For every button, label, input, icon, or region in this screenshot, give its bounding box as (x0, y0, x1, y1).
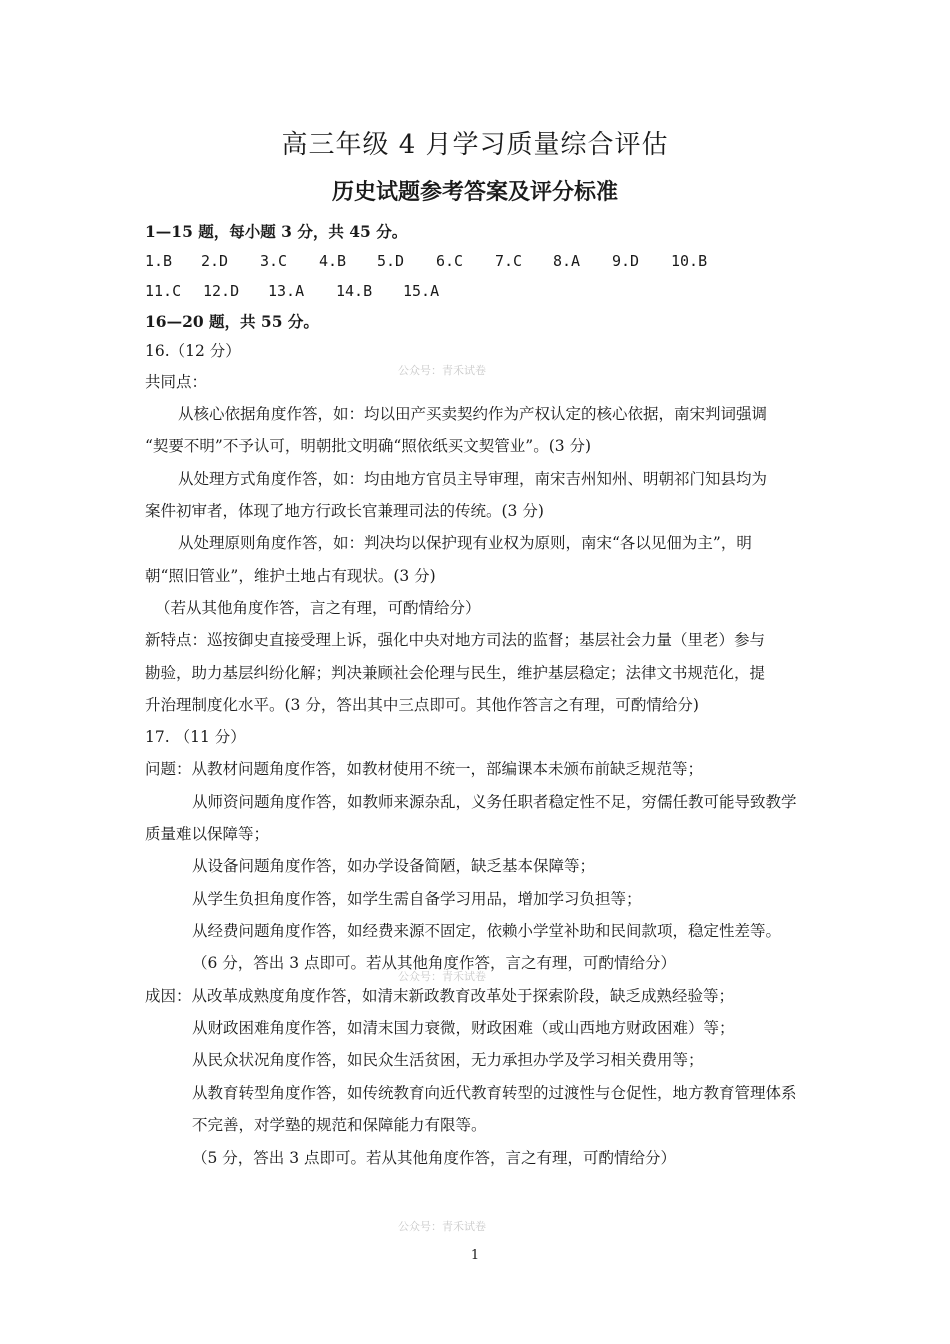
answer-item: 12.D (203, 282, 240, 300)
mc-heading: 1—15 题，每小题 3 分，共 45 分。 (145, 222, 408, 241)
watermark: 公众号：青禾试卷 (398, 364, 486, 377)
watermark: 公众号：青禾试卷 (398, 970, 486, 983)
answer-item: 5.D (377, 252, 405, 270)
answer-item: 3.C (260, 252, 288, 270)
answer-paragraph: 从处理方式角度作答，如：均由地方官员主导审理，南宋吉州知州、明朝祁门知县均为 (178, 470, 768, 488)
answer-item: 6.C (436, 252, 464, 270)
grading-note: （6 分，答出 3 点即可。若从其他角度作答，言之有理，可酌情给分） (192, 954, 677, 972)
answer-item: 8.A (553, 252, 581, 270)
answer-item: 14.B (336, 282, 373, 300)
answer-paragraph: 新特点：巡按御史直接受理上诉，强化中央对地方司法的监督；基层社会力量（里老）参与 (145, 631, 766, 649)
answer-paragraph: 从教育转型角度作答，如传统教育向近代教育转型的过渡性与仓促性，地方教育管理体系 (192, 1084, 797, 1102)
question-17-heading: 17. （11 分） (145, 728, 246, 746)
answer-paragraph: 不完善，对学塾的规范和保障能力有限等。 (192, 1116, 487, 1134)
grading-note: （5 分，答出 3 点即可。若从其他角度作答，言之有理，可酌情给分） (192, 1149, 677, 1167)
page-title: 高三年级 4 月学习质量综合评估 (281, 130, 669, 160)
watermark: 公众号：青禾试卷 (398, 1220, 486, 1233)
answer-paragraph: 从财政困难角度作答，如清末国力衰微，财政困难（或山西地方财政困难）等； (192, 1019, 735, 1037)
answer-paragraph: 从民众状况角度作答，如民众生活贫困，无力承担办学及学习相关费用等； (192, 1051, 704, 1069)
answer-paragraph: 成因：从改革成熟度角度作答，如清末新政教育改革处于探索阶段，缺乏成熟经验等； (145, 987, 735, 1005)
answer-paragraph: 质量难以保障等； (145, 825, 270, 843)
open-heading: 16—20 题，共 55 分。 (145, 312, 319, 331)
section-label: 共同点： (145, 373, 208, 391)
answer-item: 13.A (268, 282, 305, 300)
answer-paragraph: 从学生负担角度作答，如学生需自备学习用品，增加学习负担等； (192, 890, 642, 908)
answer-paragraph: 从处理原则角度作答，如：判决均以保护现有业权为原则，南宋“各以见佃为主”，明 (178, 534, 752, 552)
answer-paragraph: 问题：从教材问题角度作答，如教材使用不统一，部编课本未颁布前缺乏规范等； (145, 760, 704, 778)
answer-paragraph: “契要不明”不予认可，明朝批文明确“照依纸买文契管业”。(3 分) (145, 437, 592, 455)
answer-item: 1.B (145, 252, 173, 270)
answer-item: 10.B (671, 252, 708, 270)
question-16-heading: 16.（12 分） (145, 342, 241, 360)
answer-paragraph: 勘验，助力基层纠纷化解；判决兼顾社会伦理与民生，维护基层稳定；法律文书规范化，提 (145, 664, 766, 682)
answer-item: 4.B (319, 252, 347, 270)
answer-item: 7.C (495, 252, 523, 270)
answer-paragraph: 从师资问题角度作答，如教师来源杂乱，义务任职者稳定性不足，穷儒任教可能导致教学 (192, 793, 797, 811)
answer-paragraph: 从经费问题角度作答，如经费来源不固定，依赖小学堂补助和民间款项，稳定性差等。 (192, 922, 782, 940)
grading-note: （若从其他角度作答，言之有理，可酌情给分） (155, 599, 481, 617)
answer-paragraph: 从核心依据角度作答，如：均以田产买卖契约作为产权认定的核心依据，南宋判词强调 (178, 405, 768, 423)
answer-item: 9.D (612, 252, 640, 270)
answer-item: 15.A (403, 282, 440, 300)
answer-paragraph: 朝“照旧管业”，维护土地占有现状。(3 分) (145, 567, 436, 585)
answer-item: 2.D (201, 252, 229, 270)
answer-paragraph: 从设备问题角度作答，如办学设备简陋，缺乏基本保障等； (192, 857, 596, 875)
answer-item: 11.C (145, 282, 182, 300)
answer-paragraph: 升治理制度化水平。(3 分，答出其中三点即可。其他作答言之有理，可酌情给分) (145, 696, 699, 714)
page-number: 1 (470, 1248, 480, 1263)
page-subtitle: 历史试题参考答案及评分标准 (331, 179, 618, 205)
answer-paragraph: 案件初审者，体现了地方行政长官兼理司法的传统。(3 分) (145, 502, 544, 520)
